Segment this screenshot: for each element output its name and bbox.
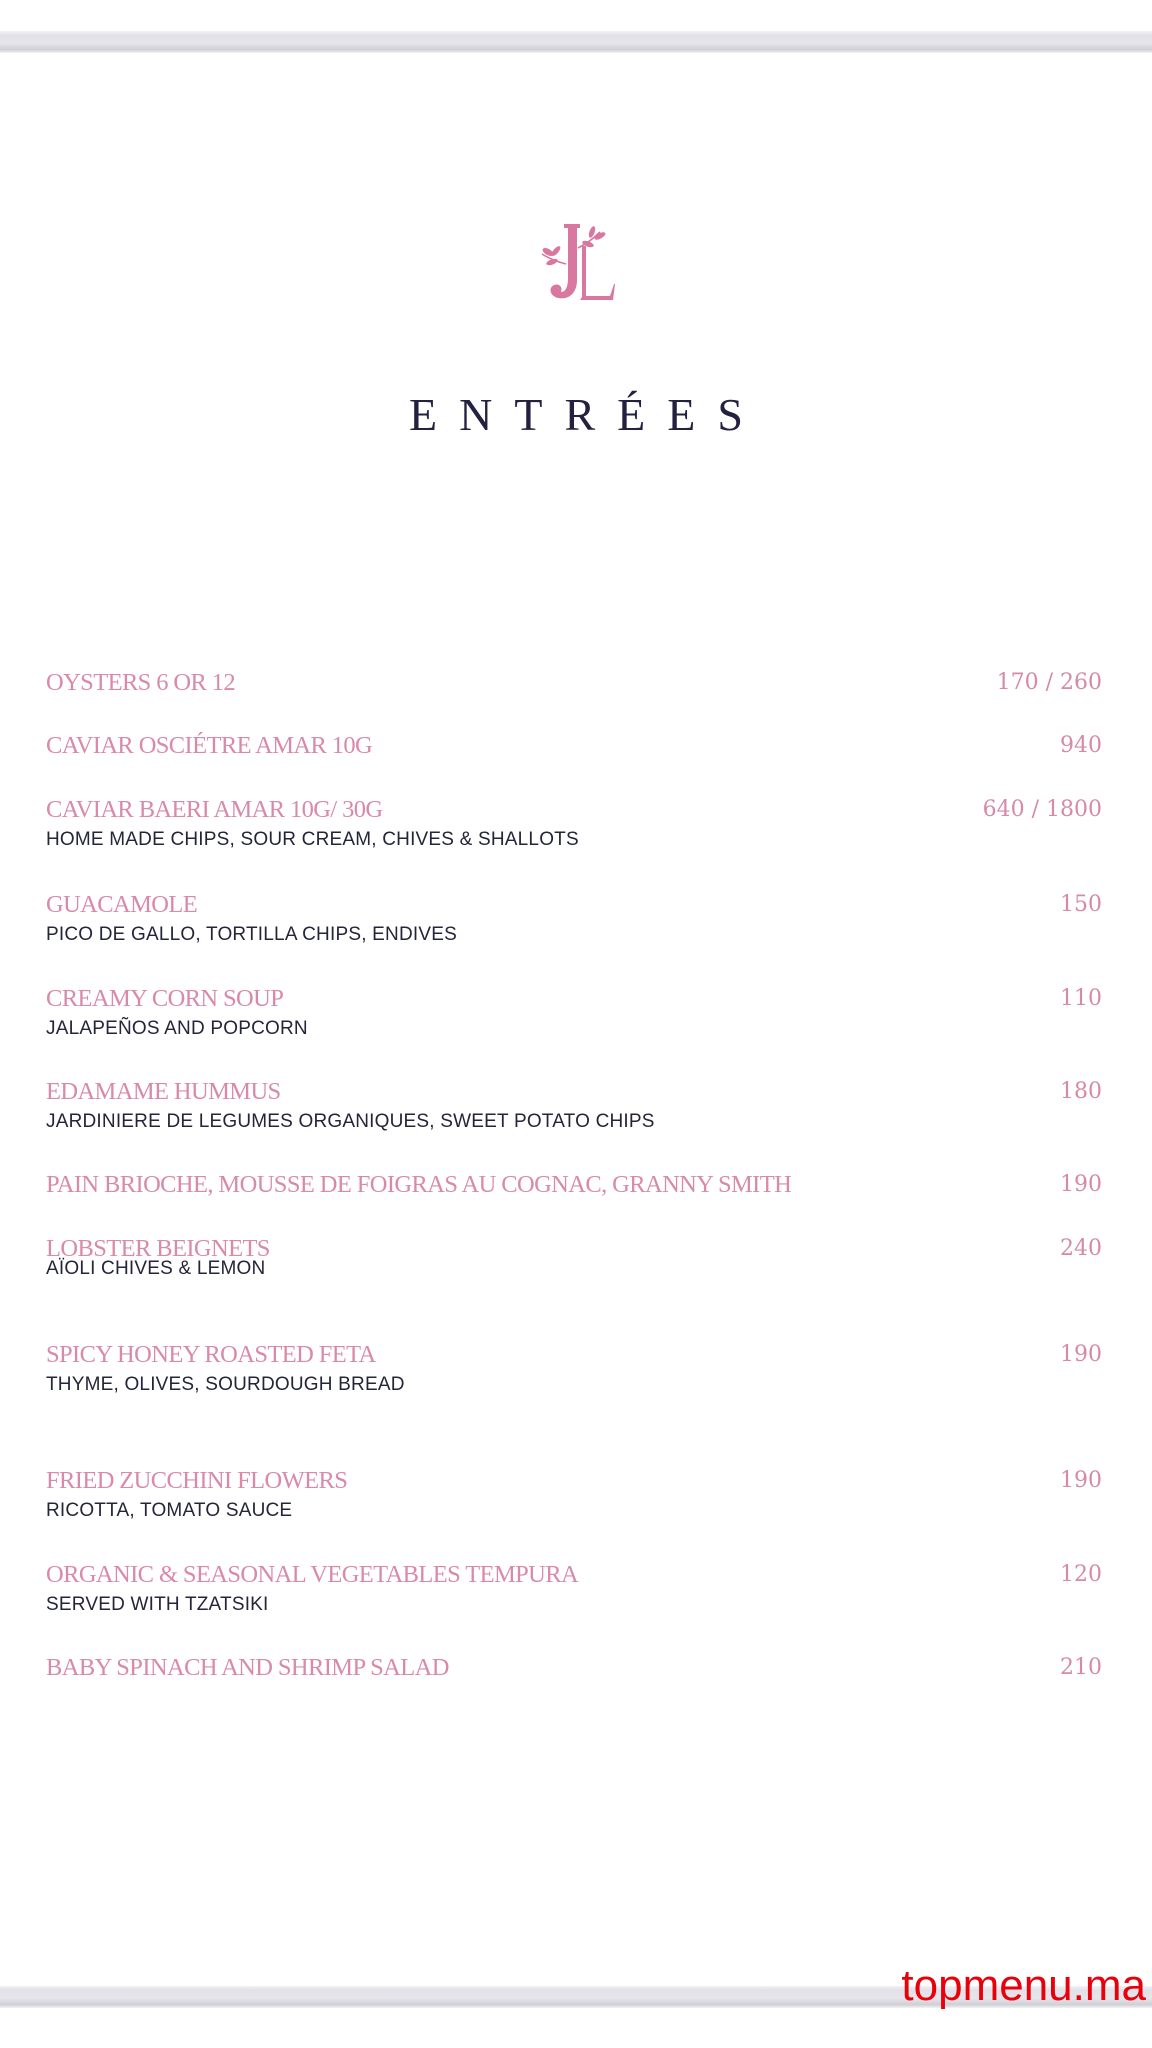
item-description: SERVED WITH TZATSIKI xyxy=(46,1594,269,1615)
item-name: CAVIAR OSCIÉTRE AMAR 10G xyxy=(46,732,373,759)
item-name: CAVIAR BAERI AMAR 10G/ 30G xyxy=(46,796,383,823)
item-name: BABY SPINACH AND SHRIMP SALAD xyxy=(46,1654,449,1681)
item-price: 190 xyxy=(1060,1468,1102,1493)
jl-monogram-leaf-icon xyxy=(530,218,622,308)
watermark: topmenu.ma xyxy=(901,1961,1146,2010)
item-price: 640 / 1800 xyxy=(982,797,1102,822)
item-name: EDAMAME HUMMUS xyxy=(46,1078,281,1105)
item-name: PAIN BRIOCHE, MOUSSE DE FOIGRAS AU COGNAC, GRANNY SMITH xyxy=(46,1171,792,1198)
item-name: CREAMY CORN SOUP xyxy=(46,985,284,1012)
item-price: 120 xyxy=(1060,1562,1102,1587)
item-name: GUACAMOLE xyxy=(46,891,198,918)
item-name: SPICY HONEY ROASTED FETA xyxy=(46,1341,376,1368)
item-name: LOBSTER BEIGNETS xyxy=(46,1235,270,1262)
item-price: 180 xyxy=(1060,1079,1102,1104)
item-price: 210 xyxy=(1060,1655,1102,1680)
item-description: THYME, OLIVES, SOURDOUGH BREAD xyxy=(46,1374,405,1395)
item-price: 940 xyxy=(1060,733,1102,758)
item-name: FRIED ZUCCHINI FLOWERS xyxy=(46,1467,348,1494)
item-price: 240 xyxy=(1060,1236,1102,1261)
item-name: ORGANIC & SEASONAL VEGETABLES TEMPURA xyxy=(46,1561,579,1588)
item-description: PICO DE GALLO, TORTILLA CHIPS, ENDIVES xyxy=(46,924,457,945)
item-description: AÏOLI CHIVES & LEMON xyxy=(46,1258,266,1279)
top-scroll-bar xyxy=(0,31,1152,53)
item-description: JARDINIERE DE LEGUMES ORGANIQUES, SWEET POTATO CHIPS xyxy=(46,1111,655,1132)
item-price: 190 xyxy=(1060,1172,1102,1197)
item-price: 150 xyxy=(1060,892,1102,917)
item-price: 190 xyxy=(1060,1342,1102,1367)
item-description: RICOTTA, TOMATO SAUCE xyxy=(46,1500,293,1521)
item-description: HOME MADE CHIPS, SOUR CREAM, CHIVES & SHALLOTS xyxy=(46,829,579,850)
item-name: OYSTERS 6 OR 12 xyxy=(46,669,236,696)
item-description: JALAPEÑOS AND POPCORN xyxy=(46,1018,308,1039)
item-price: 110 xyxy=(1060,986,1102,1011)
restaurant-logo xyxy=(530,218,622,308)
item-price: 170 / 260 xyxy=(996,670,1102,695)
page-title: ENTRÉES xyxy=(409,389,765,440)
